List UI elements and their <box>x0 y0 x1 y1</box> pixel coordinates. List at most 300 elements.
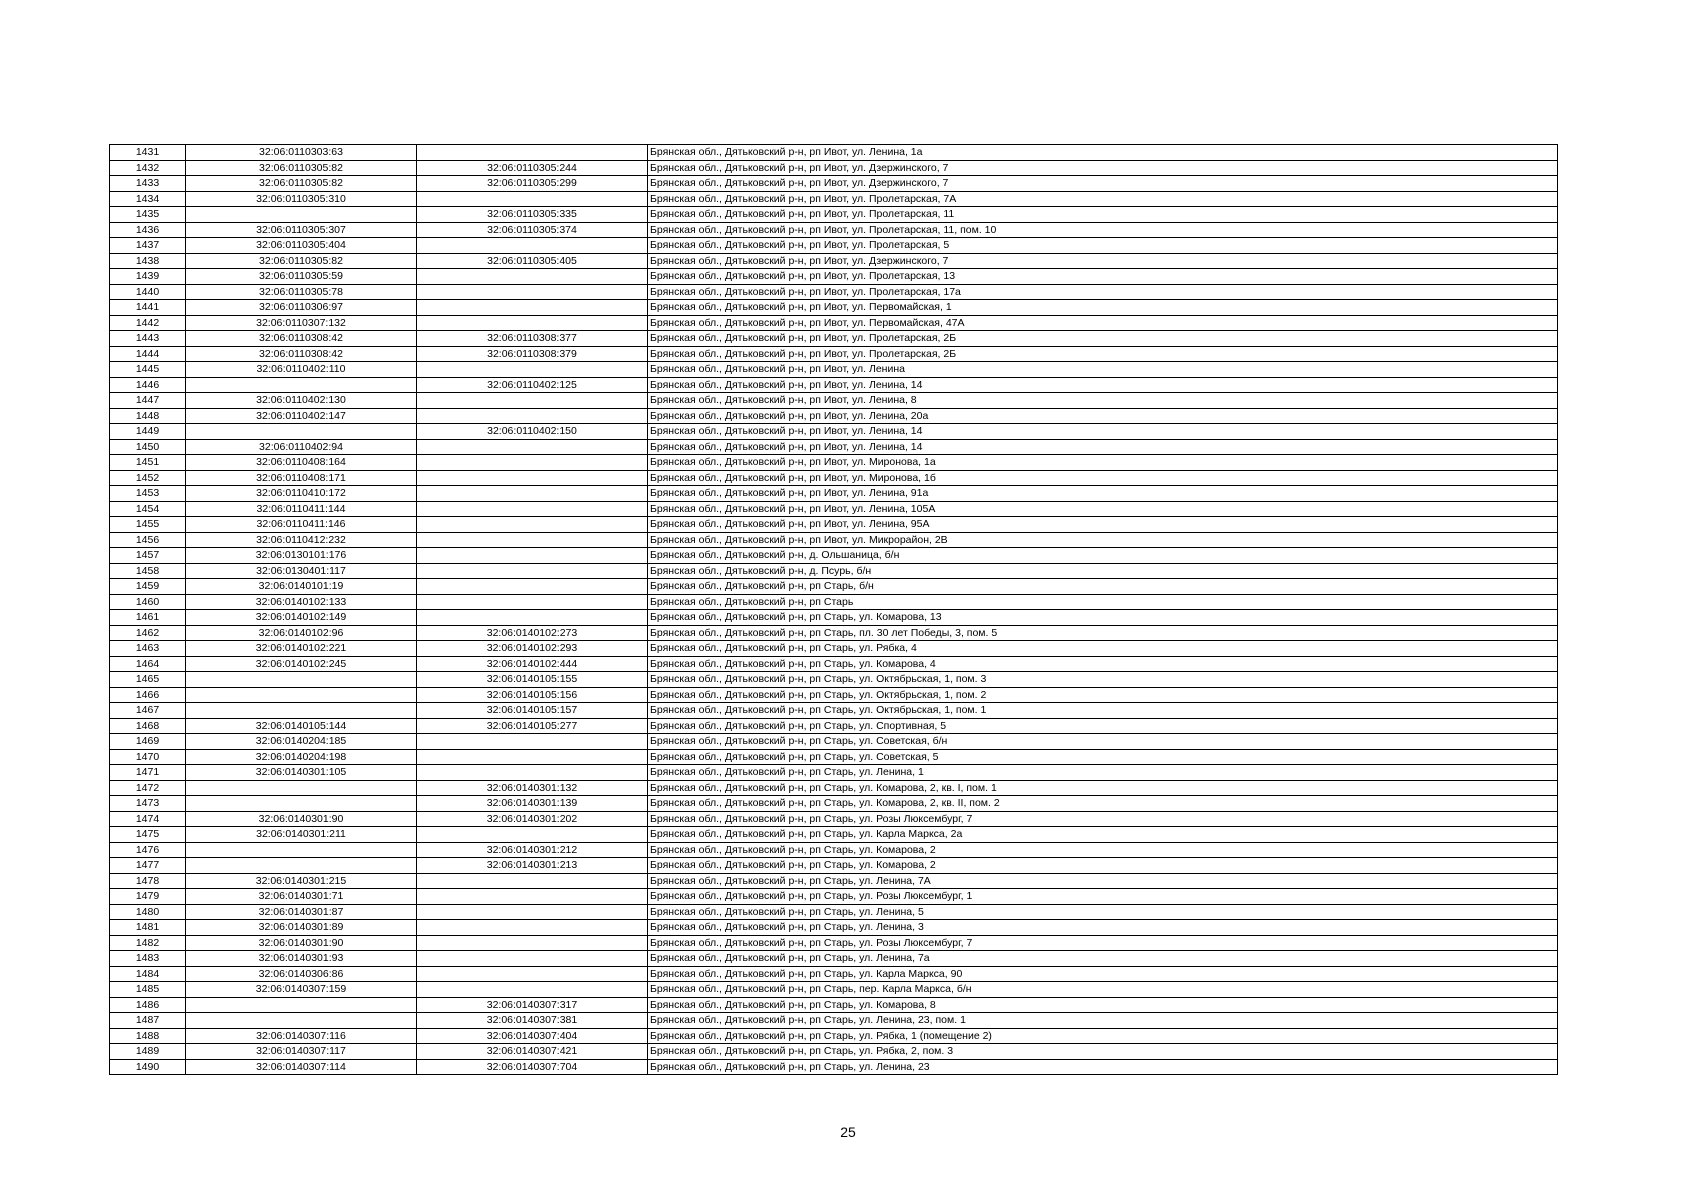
address-cell: Брянская обл., Дятьковский р-н, рп Ивот, ул. Пролетарская, 17а <box>648 284 1558 300</box>
cadastral-number-cell: 32:06:0140204:198 <box>186 749 417 765</box>
row-number-cell: 1446 <box>110 377 186 393</box>
cadastral-number-cell: 32:06:0110408:164 <box>186 455 417 471</box>
cadastral-number-cell: 32:06:0110305:310 <box>186 191 417 207</box>
row-number-cell: 1469 <box>110 734 186 750</box>
address-cell: Брянская обл., Дятьковский р-н, рп Ивот, ул. Ленина, 14 <box>648 439 1558 455</box>
cadastral-number-cell: 32:06:0140301:87 <box>186 904 417 920</box>
table-row <box>110 269 1558 285</box>
row-number-cell: 1447 <box>110 393 186 409</box>
row-number-cell: 1448 <box>110 408 186 424</box>
linked-cadastral-number-cell: 32:06:0110402:125 <box>417 377 648 393</box>
row-number-cell: 1453 <box>110 486 186 502</box>
cadastral-number-cell: 32:06:0110305:78 <box>186 284 417 300</box>
row-number-cell: 1463 <box>110 641 186 657</box>
table-row <box>110 734 1558 750</box>
cadastral-number-cell: 32:06:0110402:147 <box>186 408 417 424</box>
address-cell: Брянская обл., Дятьковский р-н, рп Старь, ул. Октябрьская, 1, пом. 1 <box>648 703 1558 719</box>
address-cell: Брянская обл., Дятьковский р-н, рп Старь, ул. Комарова, 2, кв. I, пом. 1 <box>648 780 1558 796</box>
row-number-cell: 1442 <box>110 315 186 331</box>
row-number-cell: 1475 <box>110 827 186 843</box>
cadastral-number-cell: 32:06:0110411:144 <box>186 501 417 517</box>
linked-cadastral-number-cell <box>417 982 648 998</box>
table-row <box>110 951 1558 967</box>
address-cell: Брянская обл., Дятьковский р-н, рп Ивот, ул. Ленина, 8 <box>648 393 1558 409</box>
address-cell: Брянская обл., Дятьковский р-н, рп Старь, ул. Комарова, 2 <box>648 858 1558 874</box>
cadastral-number-cell <box>186 377 417 393</box>
address-cell: Брянская обл., Дятьковский р-н, д. Ольшаница, б/н <box>648 548 1558 564</box>
linked-cadastral-number-cell: 32:06:0140105:157 <box>417 703 648 719</box>
row-number-cell: 1456 <box>110 532 186 548</box>
table-row <box>110 842 1558 858</box>
address-cell: Брянская обл., Дятьковский р-н, рп Старь, ул. Комарова, 2, кв. II, пом. 2 <box>648 796 1558 812</box>
table-row <box>110 997 1558 1013</box>
table-row <box>110 501 1558 517</box>
cadastral-number-cell: 32:06:0140301:211 <box>186 827 417 843</box>
table-row <box>110 439 1558 455</box>
cadastral-number-cell <box>186 780 417 796</box>
address-cell: Брянская обл., Дятьковский р-н, рп Ивот, ул. Ленина, 91а <box>648 486 1558 502</box>
linked-cadastral-number-cell <box>417 827 648 843</box>
table-row <box>110 1059 1558 1075</box>
cadastral-number-cell: 32:06:0140301:90 <box>186 935 417 951</box>
linked-cadastral-number-cell <box>417 966 648 982</box>
linked-cadastral-number-cell: 32:06:0140105:155 <box>417 672 648 688</box>
row-number-cell: 1480 <box>110 904 186 920</box>
cadastral-number-cell: 32:06:0110308:42 <box>186 331 417 347</box>
registry-table <box>109 144 1558 1075</box>
cadastral-number-cell: 32:06:0140102:149 <box>186 610 417 626</box>
row-number-cell: 1461 <box>110 610 186 626</box>
row-number-cell: 1451 <box>110 455 186 471</box>
table-row <box>110 858 1558 874</box>
linked-cadastral-number-cell <box>417 517 648 533</box>
linked-cadastral-number-cell <box>417 935 648 951</box>
row-number-cell: 1484 <box>110 966 186 982</box>
row-number-cell: 1457 <box>110 548 186 564</box>
address-cell: Брянская обл., Дятьковский р-н, рп Ивот, ул. Пролетарская, 7А <box>648 191 1558 207</box>
address-cell: Брянская обл., Дятьковский р-н, рп Ивот, ул. Ленина, 1а <box>648 145 1558 161</box>
linked-cadastral-number-cell <box>417 393 648 409</box>
cadastral-number-cell: 32:06:0110412:232 <box>186 532 417 548</box>
address-cell: Брянская обл., Дятьковский р-н, рп Ивот, ул. Миронова, 1б <box>648 470 1558 486</box>
cadastral-number-cell: 32:06:0140301:93 <box>186 951 417 967</box>
row-number-cell: 1485 <box>110 982 186 998</box>
linked-cadastral-number-cell <box>417 501 648 517</box>
address-cell: Брянская обл., Дятьковский р-н, рп Ивот, ул. Ленина, 20а <box>648 408 1558 424</box>
table-row <box>110 672 1558 688</box>
cadastral-number-cell: 32:06:0140301:90 <box>186 811 417 827</box>
cadastral-number-cell: 32:06:0140102:96 <box>186 625 417 641</box>
table-row <box>110 548 1558 564</box>
row-number-cell: 1444 <box>110 346 186 362</box>
address-cell: Брянская обл., Дятьковский р-н, рп Старь, ул. Ленина, 7А <box>648 873 1558 889</box>
linked-cadastral-number-cell <box>417 191 648 207</box>
address-cell: Брянская обл., Дятьковский р-н, рп Старь, ул. Ленина, 5 <box>648 904 1558 920</box>
table-row <box>110 176 1558 192</box>
cadastral-number-cell: 32:06:0110402:94 <box>186 439 417 455</box>
row-number-cell: 1440 <box>110 284 186 300</box>
linked-cadastral-number-cell <box>417 269 648 285</box>
linked-cadastral-number-cell: 32:06:0140301:139 <box>417 796 648 812</box>
cadastral-number-cell <box>186 687 417 703</box>
cadastral-number-cell <box>186 858 417 874</box>
address-cell: Брянская обл., Дятьковский р-н, рп Старь, ул. Ленина, 1 <box>648 765 1558 781</box>
cadastral-number-cell: 32:06:0140301:215 <box>186 873 417 889</box>
linked-cadastral-number-cell: 32:06:0110305:244 <box>417 160 648 176</box>
linked-cadastral-number-cell <box>417 563 648 579</box>
table-row <box>110 346 1558 362</box>
address-cell: Брянская обл., Дятьковский р-н, рп Старь, пл. 30 лет Победы, 3, пом. 5 <box>648 625 1558 641</box>
cadastral-number-cell <box>186 424 417 440</box>
row-number-cell: 1459 <box>110 579 186 595</box>
address-cell: Брянская обл., Дятьковский р-н, рп Старь, б/н <box>648 579 1558 595</box>
table-row <box>110 393 1558 409</box>
table-row <box>110 300 1558 316</box>
address-cell: Брянская обл., Дятьковский р-н, рп Ивот, ул. Пролетарская, 11, пом. 10 <box>648 222 1558 238</box>
address-cell: Брянская обл., Дятьковский р-н, рп Старь, ул. Розы Люксембург, 7 <box>648 811 1558 827</box>
row-number-cell: 1482 <box>110 935 186 951</box>
table-row <box>110 594 1558 610</box>
table-row <box>110 827 1558 843</box>
row-number-cell: 1483 <box>110 951 186 967</box>
table-row <box>110 160 1558 176</box>
row-number-cell: 1488 <box>110 1028 186 1044</box>
row-number-cell: 1445 <box>110 362 186 378</box>
linked-cadastral-number-cell: 32:06:0140301:202 <box>417 811 648 827</box>
linked-cadastral-number-cell <box>417 579 648 595</box>
address-cell: Брянская обл., Дятьковский р-н, рп Старь, ул. Ленина, 3 <box>648 920 1558 936</box>
cadastral-number-cell: 32:06:0110402:130 <box>186 393 417 409</box>
address-cell: Брянская обл., Дятьковский р-н, рп Ивот, ул. Первомайская, 47А <box>648 315 1558 331</box>
address-cell: Брянская обл., Дятьковский р-н, рп Ивот, ул. Ленина, 14 <box>648 424 1558 440</box>
row-number-cell: 1436 <box>110 222 186 238</box>
row-number-cell: 1464 <box>110 656 186 672</box>
table-row <box>110 904 1558 920</box>
cadastral-number-cell <box>186 672 417 688</box>
table-row <box>110 765 1558 781</box>
linked-cadastral-number-cell: 32:06:0140301:212 <box>417 842 648 858</box>
linked-cadastral-number-cell <box>417 284 648 300</box>
address-cell: Брянская обл., Дятьковский р-н, рп Старь, ул. Комарова, 8 <box>648 997 1558 1013</box>
address-cell: Брянская обл., Дятьковский р-н, рп Старь, ул. Рябка, 2, пом. 3 <box>648 1044 1558 1060</box>
table-row <box>110 377 1558 393</box>
row-number-cell: 1481 <box>110 920 186 936</box>
cadastral-number-cell: 32:06:0140101:19 <box>186 579 417 595</box>
table-row <box>110 982 1558 998</box>
row-number-cell: 1441 <box>110 300 186 316</box>
address-cell: Брянская обл., Дятьковский р-н, рп Ивот, ул. Ленина, 105А <box>648 501 1558 517</box>
row-number-cell: 1437 <box>110 238 186 254</box>
address-cell: Брянская обл., Дятьковский р-н, рп Старь, ул. Ленина, 23, пом. 1 <box>648 1013 1558 1029</box>
linked-cadastral-number-cell: 32:06:0140307:317 <box>417 997 648 1013</box>
row-number-cell: 1433 <box>110 176 186 192</box>
cadastral-number-cell: 32:06:0110402:110 <box>186 362 417 378</box>
cadastral-number-cell: 32:06:0110305:82 <box>186 176 417 192</box>
cadastral-number-cell: 32:06:0110303:63 <box>186 145 417 161</box>
row-number-cell: 1472 <box>110 780 186 796</box>
address-cell: Брянская обл., Дятьковский р-н, рп Ивот, ул. Микрорайон, 2В <box>648 532 1558 548</box>
cadastral-number-cell: 32:06:0140102:245 <box>186 656 417 672</box>
cadastral-number-cell: 32:06:0110410:172 <box>186 486 417 502</box>
table-row <box>110 486 1558 502</box>
address-cell: Брянская обл., Дятьковский р-н, рп Ивот, ул. Пролетарская, 2Б <box>648 346 1558 362</box>
linked-cadastral-number-cell <box>417 889 648 905</box>
cadastral-number-cell: 32:06:0140306:86 <box>186 966 417 982</box>
linked-cadastral-number-cell: 32:06:0140307:404 <box>417 1028 648 1044</box>
linked-cadastral-number-cell <box>417 920 648 936</box>
linked-cadastral-number-cell: 32:06:0140102:444 <box>417 656 648 672</box>
table-row <box>110 579 1558 595</box>
row-number-cell: 1455 <box>110 517 186 533</box>
table-row <box>110 780 1558 796</box>
row-number-cell: 1454 <box>110 501 186 517</box>
cadastral-number-cell: 32:06:0140307:114 <box>186 1059 417 1075</box>
cadastral-number-cell: 32:06:0110305:59 <box>186 269 417 285</box>
address-cell: Брянская обл., Дятьковский р-н, рп Старь, ул. Спортивная, 5 <box>648 718 1558 734</box>
row-number-cell: 1435 <box>110 207 186 223</box>
table-row <box>110 811 1558 827</box>
table-row <box>110 145 1558 161</box>
address-cell: Брянская обл., Дятьковский р-н, рп Старь, пер. Карла Маркса, б/н <box>648 982 1558 998</box>
table-row <box>110 796 1558 812</box>
table-row <box>110 517 1558 533</box>
table-row <box>110 1028 1558 1044</box>
linked-cadastral-number-cell: 32:06:0110308:377 <box>417 331 648 347</box>
address-cell: Брянская обл., Дятьковский р-н, рп Старь, ул. Комарова, 4 <box>648 656 1558 672</box>
row-number-cell: 1490 <box>110 1059 186 1075</box>
address-cell: Брянская обл., Дятьковский р-н, рп Ивот, ул. Первомайская, 1 <box>648 300 1558 316</box>
address-cell: Брянская обл., Дятьковский р-н, рп Старь, ул. Комарова, 2 <box>648 842 1558 858</box>
row-number-cell: 1450 <box>110 439 186 455</box>
row-number-cell: 1439 <box>110 269 186 285</box>
table-row <box>110 408 1558 424</box>
table-row <box>110 222 1558 238</box>
linked-cadastral-number-cell: 32:06:0140102:293 <box>417 641 648 657</box>
linked-cadastral-number-cell <box>417 439 648 455</box>
table-row <box>110 470 1558 486</box>
linked-cadastral-number-cell <box>417 548 648 564</box>
address-cell: Брянская обл., Дятьковский р-н, рп Ивот, ул. Миронова, 1а <box>648 455 1558 471</box>
address-cell: Брянская обл., Дятьковский р-н, рп Старь, ул. Советская, 5 <box>648 749 1558 765</box>
cadastral-number-cell: 32:06:0140307:116 <box>186 1028 417 1044</box>
table-row <box>110 238 1558 254</box>
table-row <box>110 889 1558 905</box>
table-row <box>110 703 1558 719</box>
linked-cadastral-number-cell <box>417 749 648 765</box>
cadastral-number-cell: 32:06:0110305:307 <box>186 222 417 238</box>
linked-cadastral-number-cell <box>417 470 648 486</box>
table-row <box>110 1044 1558 1060</box>
address-cell: Брянская обл., Дятьковский р-н, рп Старь, ул. Октябрьская, 1, пом. 3 <box>648 672 1558 688</box>
address-cell: Брянская обл., Дятьковский р-н, рп Ивот, ул. Пролетарская, 13 <box>648 269 1558 285</box>
row-number-cell: 1487 <box>110 1013 186 1029</box>
linked-cadastral-number-cell: 32:06:0140301:213 <box>417 858 648 874</box>
linked-cadastral-number-cell <box>417 951 648 967</box>
cadastral-number-cell: 32:06:0110411:146 <box>186 517 417 533</box>
cadastral-number-cell: 32:06:0140102:221 <box>186 641 417 657</box>
row-number-cell: 1486 <box>110 997 186 1013</box>
linked-cadastral-number-cell <box>417 238 648 254</box>
address-cell: Брянская обл., Дятьковский р-н, рп Ивот, ул. Ленина, 95А <box>648 517 1558 533</box>
table-row <box>110 935 1558 951</box>
page-number: 25 <box>840 1124 856 1140</box>
cadastral-number-cell <box>186 703 417 719</box>
table-row <box>110 873 1558 889</box>
linked-cadastral-number-cell: 32:06:0110402:150 <box>417 424 648 440</box>
linked-cadastral-number-cell <box>417 315 648 331</box>
address-cell: Брянская обл., Дятьковский р-н, рп Старь, ул. Розы Люксембург, 1 <box>648 889 1558 905</box>
row-number-cell: 1438 <box>110 253 186 269</box>
table-row <box>110 656 1558 672</box>
cadastral-number-cell: 32:06:0110305:404 <box>186 238 417 254</box>
linked-cadastral-number-cell <box>417 455 648 471</box>
cadastral-number-cell: 32:06:0130101:176 <box>186 548 417 564</box>
table-row <box>110 625 1558 641</box>
linked-cadastral-number-cell: 32:06:0110305:374 <box>417 222 648 238</box>
cadastral-number-cell: 32:06:0110307:132 <box>186 315 417 331</box>
row-number-cell: 1467 <box>110 703 186 719</box>
table-row <box>110 641 1558 657</box>
linked-cadastral-number-cell: 32:06:0140105:277 <box>417 718 648 734</box>
cadastral-number-cell: 32:06:0130401:117 <box>186 563 417 579</box>
address-cell: Брянская обл., Дятьковский р-н, рп Ивот, ул. Дзержинского, 7 <box>648 160 1558 176</box>
cadastral-number-cell <box>186 842 417 858</box>
table-row <box>110 610 1558 626</box>
cadastral-number-cell <box>186 796 417 812</box>
linked-cadastral-number-cell <box>417 408 648 424</box>
address-cell: Брянская обл., Дятьковский р-н, рп Ивот, ул. Ленина <box>648 362 1558 378</box>
linked-cadastral-number-cell <box>417 300 648 316</box>
cadastral-number-cell <box>186 997 417 1013</box>
address-cell: Брянская обл., Дятьковский р-н, рп Старь, ул. Рябка, 4 <box>648 641 1558 657</box>
row-number-cell: 1470 <box>110 749 186 765</box>
address-cell: Брянская обл., Дятьковский р-н, рп Ивот, ул. Дзержинского, 7 <box>648 176 1558 192</box>
table-row <box>110 207 1558 223</box>
row-number-cell: 1458 <box>110 563 186 579</box>
row-number-cell: 1449 <box>110 424 186 440</box>
cadastral-number-cell: 32:06:0140102:133 <box>186 594 417 610</box>
cadastral-number-cell: 32:06:0110306:97 <box>186 300 417 316</box>
row-number-cell: 1476 <box>110 842 186 858</box>
row-number-cell: 1466 <box>110 687 186 703</box>
linked-cadastral-number-cell: 32:06:0140301:132 <box>417 780 648 796</box>
cadastral-number-cell: 32:06:0110305:82 <box>186 160 417 176</box>
row-number-cell: 1477 <box>110 858 186 874</box>
address-cell: Брянская обл., Дятьковский р-н, рп Старь, ул. Карла Маркса, 90 <box>648 966 1558 982</box>
table-row <box>110 331 1558 347</box>
linked-cadastral-number-cell: 32:06:0140307:704 <box>417 1059 648 1075</box>
address-cell: Брянская обл., Дятьковский р-н, рп Ивот, ул. Пролетарская, 5 <box>648 238 1558 254</box>
row-number-cell: 1452 <box>110 470 186 486</box>
row-number-cell: 1468 <box>110 718 186 734</box>
row-number-cell: 1478 <box>110 873 186 889</box>
linked-cadastral-number-cell <box>417 145 648 161</box>
cadastral-number-cell: 32:06:0140105:144 <box>186 718 417 734</box>
linked-cadastral-number-cell: 32:06:0110308:379 <box>417 346 648 362</box>
registry-table-body <box>110 145 1558 1075</box>
table-row <box>110 424 1558 440</box>
row-number-cell: 1460 <box>110 594 186 610</box>
table-row <box>110 1013 1558 1029</box>
linked-cadastral-number-cell <box>417 873 648 889</box>
cadastral-number-cell: 32:06:0140204:185 <box>186 734 417 750</box>
cadastral-number-cell: 32:06:0110305:82 <box>186 253 417 269</box>
address-cell: Брянская обл., Дятьковский р-н, рп Старь, ул. Розы Люксембург, 7 <box>648 935 1558 951</box>
row-number-cell: 1465 <box>110 672 186 688</box>
address-cell: Брянская обл., Дятьковский р-н, рп Старь, ул. Ленина, 23 <box>648 1059 1558 1075</box>
cadastral-number-cell <box>186 1013 417 1029</box>
address-cell: Брянская обл., Дятьковский р-н, рп Ивот, ул. Дзержинского, 7 <box>648 253 1558 269</box>
linked-cadastral-number-cell <box>417 765 648 781</box>
table-row <box>110 718 1558 734</box>
table-row <box>110 966 1558 982</box>
table-row <box>110 563 1558 579</box>
table-row <box>110 284 1558 300</box>
linked-cadastral-number-cell <box>417 904 648 920</box>
address-cell: Брянская обл., Дятьковский р-н, рп Старь, ул. Советская, б/н <box>648 734 1558 750</box>
row-number-cell: 1489 <box>110 1044 186 1060</box>
row-number-cell: 1431 <box>110 145 186 161</box>
address-cell: Брянская обл., Дятьковский р-н, рп Старь, ул. Комарова, 13 <box>648 610 1558 626</box>
address-cell: Брянская обл., Дятьковский р-н, рп Ивот, ул. Ленина, 14 <box>648 377 1558 393</box>
linked-cadastral-number-cell <box>417 594 648 610</box>
address-cell: Брянская обл., Дятьковский р-н, рп Старь, ул. Октябрьская, 1, пом. 2 <box>648 687 1558 703</box>
linked-cadastral-number-cell: 32:06:0140102:273 <box>417 625 648 641</box>
linked-cadastral-number-cell <box>417 532 648 548</box>
table-row <box>110 455 1558 471</box>
linked-cadastral-number-cell <box>417 610 648 626</box>
cadastral-number-cell: 32:06:0110408:171 <box>186 470 417 486</box>
cadastral-number-cell <box>186 207 417 223</box>
linked-cadastral-number-cell: 32:06:0110305:335 <box>417 207 648 223</box>
address-cell: Брянская обл., Дятьковский р-н, д. Псурь, б/н <box>648 563 1558 579</box>
address-cell: Брянская обл., Дятьковский р-н, рп Старь, ул. Рябка, 1 (помещение 2) <box>648 1028 1558 1044</box>
linked-cadastral-number-cell <box>417 362 648 378</box>
row-number-cell: 1473 <box>110 796 186 812</box>
address-cell: Брянская обл., Дятьковский р-н, рп Старь, ул. Ленина, 7а <box>648 951 1558 967</box>
address-cell: Брянская обл., Дятьковский р-н, рп Ивот, ул. Пролетарская, 11 <box>648 207 1558 223</box>
table-row <box>110 532 1558 548</box>
cadastral-number-cell: 32:06:0140301:105 <box>186 765 417 781</box>
linked-cadastral-number-cell <box>417 486 648 502</box>
row-number-cell: 1479 <box>110 889 186 905</box>
table-row <box>110 687 1558 703</box>
cadastral-number-cell: 32:06:0110308:42 <box>186 346 417 362</box>
row-number-cell: 1434 <box>110 191 186 207</box>
table-row <box>110 920 1558 936</box>
table-row <box>110 253 1558 269</box>
row-number-cell: 1432 <box>110 160 186 176</box>
cadastral-number-cell: 32:06:0140301:89 <box>186 920 417 936</box>
table-row <box>110 315 1558 331</box>
table-row <box>110 749 1558 765</box>
row-number-cell: 1443 <box>110 331 186 347</box>
table-row <box>110 362 1558 378</box>
row-number-cell: 1462 <box>110 625 186 641</box>
address-cell: Брянская обл., Дятьковский р-н, рп Старь <box>648 594 1558 610</box>
cadastral-number-cell: 32:06:0140307:117 <box>186 1044 417 1060</box>
cadastral-number-cell: 32:06:0140307:159 <box>186 982 417 998</box>
row-number-cell: 1471 <box>110 765 186 781</box>
table-row <box>110 191 1558 207</box>
row-number-cell: 1474 <box>110 811 186 827</box>
cadastral-number-cell: 32:06:0140301:71 <box>186 889 417 905</box>
linked-cadastral-number-cell <box>417 734 648 750</box>
linked-cadastral-number-cell: 32:06:0110305:299 <box>417 176 648 192</box>
linked-cadastral-number-cell: 32:06:0140307:421 <box>417 1044 648 1060</box>
linked-cadastral-number-cell: 32:06:0140307:381 <box>417 1013 648 1029</box>
address-cell: Брянская обл., Дятьковский р-н, рп Старь, ул. Карла Маркса, 2а <box>648 827 1558 843</box>
